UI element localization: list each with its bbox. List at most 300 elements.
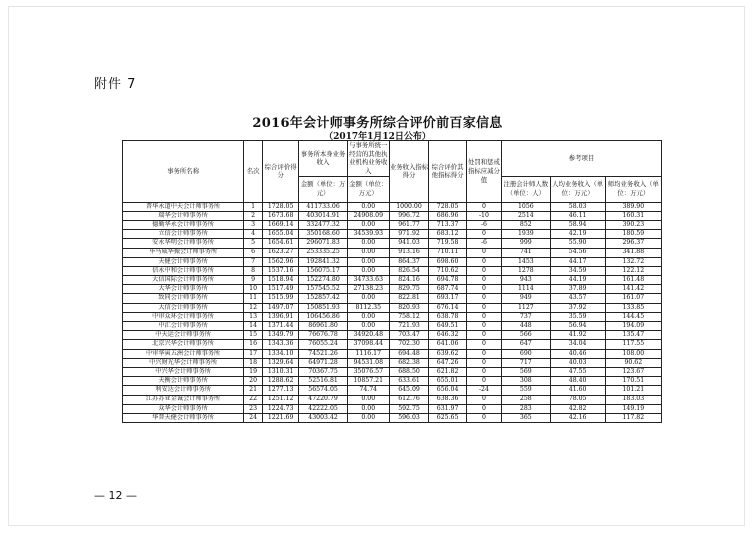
cell-name: 中审华寅五洲会计师事务所 xyxy=(123,349,244,358)
cell-penalty: 0 xyxy=(466,257,501,266)
cell-score: 1329.64 xyxy=(262,358,298,367)
table-row xyxy=(123,303,662,312)
cell-name: 信永中和会计师事务所 xyxy=(123,266,244,275)
cell-per-rev: 56.94 xyxy=(550,322,605,331)
cell-cpa-rev: 108.00 xyxy=(605,349,661,358)
cell-cpa-rev: 141.42 xyxy=(605,285,661,294)
table-row xyxy=(123,230,662,239)
cell-rev-score: 682.38 xyxy=(389,358,429,367)
cell-rev-score: 592.75 xyxy=(389,404,429,413)
cell-related: 0.00 xyxy=(347,257,389,266)
cell-name: 大信会计师事务所 xyxy=(123,303,244,312)
cell-other-score: 710.62 xyxy=(429,266,466,275)
header-revenue-amount: 金额（单位：万元） xyxy=(299,176,347,202)
cell-cpa: 852 xyxy=(502,220,550,229)
cell-related: 8112.35 xyxy=(347,303,389,312)
cell-related: 74.74 xyxy=(347,386,389,395)
cell-related: 37098.44 xyxy=(347,340,389,349)
cell-name: 中审众环会计师事务所 xyxy=(123,312,244,321)
cell-related: 34733.63 xyxy=(347,276,389,285)
cell-revenue: 150851.93 xyxy=(299,303,347,312)
cell-rev-score: 820.93 xyxy=(389,303,429,312)
cell-cpa-rev: 117.82 xyxy=(605,413,661,422)
cell-cpa: 737 xyxy=(502,312,550,321)
cell-other-score: 638.36 xyxy=(429,395,466,404)
cell-penalty: 0 xyxy=(466,266,501,275)
cell-other-score: 693.17 xyxy=(429,294,466,303)
cell-other-score: 621.82 xyxy=(429,367,466,376)
cell-cpa: 258 xyxy=(502,395,550,404)
cell-revenue: 64971.28 xyxy=(299,358,347,367)
cell-other-score: 710.11 xyxy=(429,248,466,257)
cell-cpa-rev: 123.67 xyxy=(605,367,661,376)
cell-cpa-rev: 160.31 xyxy=(605,211,661,220)
cell-penalty: 0 xyxy=(466,349,501,358)
cell-rev-score: 633.61 xyxy=(389,377,429,386)
cell-name: 中兴华会计师事务所 xyxy=(123,367,244,376)
cell-revenue: 56574.05 xyxy=(299,386,347,395)
table-row xyxy=(123,395,662,404)
header-related-group: 与事务所统一经营的其他执业机构业务收入 xyxy=(349,141,388,175)
cell-per-rev: 42.16 xyxy=(550,413,605,422)
header-penalty: 处罚和惩戒指标应减分值 xyxy=(466,141,501,203)
cell-revenue: 70367.75 xyxy=(299,367,347,376)
cell-cpa-rev: 135.47 xyxy=(605,331,661,340)
cell-per-rev: 41.92 xyxy=(550,331,605,340)
cell-penalty: 0 xyxy=(466,285,501,294)
cell-rank: 7 xyxy=(244,257,263,266)
cell-score: 1288.62 xyxy=(262,377,298,386)
cell-score: 1654.61 xyxy=(262,239,298,248)
cell-related: 10857.21 xyxy=(347,377,389,386)
cell-other-score: 698.60 xyxy=(429,257,466,266)
cell-rev-score: 1000.00 xyxy=(389,202,429,211)
cell-other-score: 641.06 xyxy=(429,340,466,349)
cell-cpa-rev: 341.88 xyxy=(605,248,661,257)
cell-penalty: 0 xyxy=(466,395,501,404)
cell-revenue: 403014.91 xyxy=(299,211,347,220)
cell-rank: 22 xyxy=(244,395,263,404)
cell-other-score: 649.51 xyxy=(429,322,466,331)
cell-rev-score: 826.54 xyxy=(389,266,429,275)
cell-score: 1334.10 xyxy=(262,349,298,358)
cell-score: 1349.79 xyxy=(262,331,298,340)
cell-related: 27138.23 xyxy=(347,285,389,294)
cell-penalty: 0 xyxy=(466,294,501,303)
cell-name: 中天运会计师事务所 xyxy=(123,331,244,340)
cell-cpa-rev: 390.23 xyxy=(605,220,661,229)
cell-other-score: 639.62 xyxy=(429,349,466,358)
cell-cpa: 690 xyxy=(502,349,550,358)
cell-per-rev: 40.46 xyxy=(550,349,605,358)
cell-revenue: 411733.06 xyxy=(299,202,347,211)
cell-cpa-rev: 117.55 xyxy=(605,340,661,349)
cell-penalty: 0 xyxy=(466,248,501,257)
cell-score: 1310.31 xyxy=(262,367,298,376)
cell-cpa: 569 xyxy=(502,367,550,376)
cell-score: 1728.05 xyxy=(262,202,298,211)
header-rank: 名次 xyxy=(244,141,263,203)
cell-rev-score: 703.47 xyxy=(389,331,429,340)
cell-score: 1669.14 xyxy=(262,220,298,229)
cell-per-rev: 35.59 xyxy=(550,312,605,321)
page-number: — 12 — xyxy=(94,489,137,502)
header-rev-score: 业务收入指标得分 xyxy=(389,141,429,203)
cell-name: 瑞华会计师事务所 xyxy=(123,211,244,220)
cell-rank: 3 xyxy=(244,220,263,229)
cell-rank: 24 xyxy=(244,413,263,422)
cell-related: 35076.57 xyxy=(347,367,389,376)
cell-revenue: 296071.83 xyxy=(299,239,347,248)
cell-cpa: 365 xyxy=(502,413,550,422)
cell-rank: 21 xyxy=(244,386,263,395)
cell-cpa: 2514 xyxy=(502,211,550,220)
cell-per-rev: 34.04 xyxy=(550,340,605,349)
cell-name: 普华永道中天会计师事务所 xyxy=(123,202,244,211)
cell-revenue: 106456.86 xyxy=(299,312,347,321)
cell-cpa: 949 xyxy=(502,294,550,303)
cell-penalty: -6 xyxy=(466,239,501,248)
cell-cpa: 1939 xyxy=(502,230,550,239)
cell-cpa-rev: 194.09 xyxy=(605,322,661,331)
table-row xyxy=(123,349,662,358)
cell-name: 天衡会计师事务所 xyxy=(123,377,244,386)
cell-rev-score: 758.12 xyxy=(389,312,429,321)
cell-rev-score: 612.76 xyxy=(389,395,429,404)
cell-per-rev: 42.82 xyxy=(550,404,605,413)
cell-rev-score: 702.30 xyxy=(389,340,429,349)
cell-cpa: 559 xyxy=(502,386,550,395)
table-row xyxy=(123,404,662,413)
cell-penalty: 0 xyxy=(466,377,501,386)
cell-other-score: 713.37 xyxy=(429,220,466,229)
cell-other-score: 638.78 xyxy=(429,312,466,321)
cell-per-rev: 78.05 xyxy=(550,395,605,404)
cell-penalty: -6 xyxy=(466,220,501,229)
cell-per-rev: 37.92 xyxy=(550,303,605,312)
table-header xyxy=(123,141,662,203)
cell-rank: 2 xyxy=(244,211,263,220)
cell-rank: 19 xyxy=(244,367,263,376)
table-body xyxy=(123,202,662,423)
cell-per-rev: 41.60 xyxy=(550,386,605,395)
cell-revenue: 74521.26 xyxy=(299,349,347,358)
cell-related: 0.00 xyxy=(347,266,389,275)
cell-other-score: 646.32 xyxy=(429,331,466,340)
cell-rank: 16 xyxy=(244,340,263,349)
cell-name: 众华会计师事务所 xyxy=(123,404,244,413)
cell-cpa-rev: 161.48 xyxy=(605,276,661,285)
cell-related: 0.00 xyxy=(347,395,389,404)
cell-other-score: 655.01 xyxy=(429,377,466,386)
cell-related: 34539.93 xyxy=(347,230,389,239)
cell-cpa-rev: 389.90 xyxy=(605,202,661,211)
table-row xyxy=(123,285,662,294)
cell-name: 江苏苏亚金诚会计师事务所 xyxy=(123,395,244,404)
cell-revenue: 156075.17 xyxy=(299,266,347,275)
cell-cpa: 448 xyxy=(502,322,550,331)
cell-penalty: 0 xyxy=(466,404,501,413)
cell-revenue: 332477.32 xyxy=(299,220,347,229)
cell-name: 中汇会计师事务所 xyxy=(123,322,244,331)
cell-per-rev: 42.19 xyxy=(550,230,605,239)
table-row xyxy=(123,312,662,321)
ranking-table xyxy=(122,140,662,423)
cell-revenue: 47220.79 xyxy=(299,395,347,404)
cell-cpa: 1114 xyxy=(502,285,550,294)
cell-other-score: 647.26 xyxy=(429,358,466,367)
cell-revenue: 253335.25 xyxy=(299,248,347,257)
cell-cpa-rev: 161.07 xyxy=(605,294,661,303)
cell-per-rev: 37.89 xyxy=(550,285,605,294)
table-row xyxy=(123,266,662,275)
cell-cpa: 647 xyxy=(502,340,550,349)
cell-penalty: 0 xyxy=(466,276,501,285)
cell-rank: 4 xyxy=(244,230,263,239)
cell-name: 大信国际会计师事务所 xyxy=(123,276,244,285)
cell-rev-score: 645.09 xyxy=(389,386,429,395)
cell-cpa-rev: 144.45 xyxy=(605,312,661,321)
cell-cpa: 1056 xyxy=(502,202,550,211)
table-row xyxy=(123,211,662,220)
cell-per-rev: 43.57 xyxy=(550,294,605,303)
cell-cpa-rev: 132.72 xyxy=(605,257,661,266)
table-row xyxy=(123,220,662,229)
cell-revenue: 350168.60 xyxy=(299,230,347,239)
cell-revenue: 152857.42 xyxy=(299,294,347,303)
cell-rank: 9 xyxy=(244,276,263,285)
cell-penalty: 0 xyxy=(466,331,501,340)
cell-related: 0.00 xyxy=(347,202,389,211)
table-row xyxy=(123,367,662,376)
table-row xyxy=(123,377,662,386)
header-revenue-group: 事务所本身业务收入 xyxy=(299,141,347,177)
table-row xyxy=(123,276,662,285)
table-row xyxy=(123,322,662,331)
cell-rev-score: 971.92 xyxy=(389,230,429,239)
table-row xyxy=(123,413,662,422)
cell-score: 1517.49 xyxy=(262,285,298,294)
cell-related: 24908.09 xyxy=(347,211,389,220)
cell-related: 1116.17 xyxy=(347,349,389,358)
cell-related: 0.00 xyxy=(347,239,389,248)
table-row xyxy=(123,331,662,340)
cell-score: 1623.27 xyxy=(262,248,298,257)
cell-cpa-rev: 183.03 xyxy=(605,395,661,404)
table-row xyxy=(123,202,662,211)
cell-cpa: 283 xyxy=(502,404,550,413)
cell-score: 1396.91 xyxy=(262,312,298,321)
cell-cpa: 741 xyxy=(502,248,550,257)
cell-related: 0.00 xyxy=(347,294,389,303)
cell-rev-score: 829.75 xyxy=(389,285,429,294)
cell-other-score: 694.78 xyxy=(429,276,466,285)
document-subtitle: （2017年1月12日公布） xyxy=(324,132,431,142)
cell-per-rev: 44.17 xyxy=(550,257,605,266)
cell-rank: 14 xyxy=(244,322,263,331)
cell-rank: 5 xyxy=(244,239,263,248)
attachment-label: 附件 7 xyxy=(94,77,137,92)
cell-rank: 17 xyxy=(244,349,263,358)
cell-penalty: 0 xyxy=(466,367,501,376)
cell-rank: 23 xyxy=(244,404,263,413)
cell-rev-score: 864.37 xyxy=(389,257,429,266)
cell-related: 0.00 xyxy=(347,248,389,257)
cell-related: 0.00 xyxy=(347,312,389,321)
cell-penalty: 0 xyxy=(466,303,501,312)
cell-cpa: 1453 xyxy=(502,257,550,266)
cell-penalty: 0 xyxy=(466,358,501,367)
cell-per-rev: 48.40 xyxy=(550,377,605,386)
document-title: 2016年会计师事务所综合评价前百家信息 xyxy=(252,116,503,131)
cell-cpa: 566 xyxy=(502,331,550,340)
cell-revenue: 76676.78 xyxy=(299,331,347,340)
cell-cpa: 943 xyxy=(502,276,550,285)
cell-name: 毕马威华振会计师事务所 xyxy=(123,248,244,257)
cell-rev-score: 596.03 xyxy=(389,413,429,422)
cell-score: 1371.44 xyxy=(262,322,298,331)
cell-cpa: 308 xyxy=(502,377,550,386)
cell-score: 1343.36 xyxy=(262,340,298,349)
cell-per-rev: 58.94 xyxy=(550,220,605,229)
cell-name: 北京兴华会计师事务所 xyxy=(123,340,244,349)
cell-cpa-rev: 296.37 xyxy=(605,239,661,248)
cell-per-rev: 44.19 xyxy=(550,276,605,285)
cell-other-score: 683.12 xyxy=(429,230,466,239)
cell-revenue: 52516.81 xyxy=(299,377,347,386)
cell-cpa-rev: 180.59 xyxy=(605,230,661,239)
cell-score: 1515.99 xyxy=(262,294,298,303)
cell-name: 致同会计师事务所 xyxy=(123,294,244,303)
cell-name: 天健会计师事务所 xyxy=(123,257,244,266)
cell-cpa-rev: 149.19 xyxy=(605,404,661,413)
cell-score: 1221.69 xyxy=(262,413,298,422)
cell-penalty: 0 xyxy=(466,202,501,211)
cell-name: 利安达会计师事务所 xyxy=(123,386,244,395)
cell-revenue: 76055.24 xyxy=(299,340,347,349)
header-reference-group: 参考项目 xyxy=(502,141,662,177)
cell-penalty: -24 xyxy=(466,386,501,395)
cell-cpa-rev: 170.51 xyxy=(605,377,661,386)
cell-per-rev: 58.03 xyxy=(550,202,605,211)
cell-name: 华普天健会计师事务所 xyxy=(123,413,244,422)
cell-cpa: 1127 xyxy=(502,303,550,312)
cell-penalty: 0 xyxy=(466,322,501,331)
table-row xyxy=(123,257,662,266)
table-row xyxy=(123,294,662,303)
cell-rev-score: 694.48 xyxy=(389,349,429,358)
cell-score: 1537.16 xyxy=(262,266,298,275)
header-cpa-count: 注册会计师人数（单位：人） xyxy=(502,176,550,202)
header-other-score: 综合评价其他指标得分 xyxy=(429,141,466,203)
cell-score: 1224.73 xyxy=(262,404,298,413)
cell-name: 立信会计师事务所 xyxy=(123,230,244,239)
cell-rank: 8 xyxy=(244,266,263,275)
cell-other-score: 656.04 xyxy=(429,386,466,395)
cell-revenue: 192841.32 xyxy=(299,257,347,266)
cell-rev-score: 688.50 xyxy=(389,367,429,376)
header-related-amount: 金额（单位：万元） xyxy=(347,176,389,202)
header-per-capita-revenue: 人均业务收入（单位：万元） xyxy=(550,176,605,202)
cell-related: 94531.08 xyxy=(347,358,389,367)
cell-cpa-rev: 101.21 xyxy=(605,386,661,395)
cell-rank: 6 xyxy=(244,248,263,257)
cell-rank: 20 xyxy=(244,377,263,386)
cell-name: 安永华明会计师事务所 xyxy=(123,239,244,248)
cell-rev-score: 824.16 xyxy=(389,276,429,285)
cell-name: 德勤华永会计师事务所 xyxy=(123,220,244,229)
cell-rank: 12 xyxy=(244,303,263,312)
cell-rank: 13 xyxy=(244,312,263,321)
table-row xyxy=(123,340,662,349)
cell-rank: 18 xyxy=(244,358,263,367)
cell-other-score: 687.74 xyxy=(429,285,466,294)
cell-rev-score: 941.03 xyxy=(389,239,429,248)
cell-penalty: -10 xyxy=(466,211,501,220)
cell-name: 中兴财光华会计师事务所 xyxy=(123,358,244,367)
cell-per-rev: 40.03 xyxy=(550,358,605,367)
table-row xyxy=(123,239,662,248)
header-per-cpa-revenue: 师均业务收入（单位：万元） xyxy=(605,176,661,202)
cell-cpa: 999 xyxy=(502,239,550,248)
cell-other-score: 728.05 xyxy=(429,202,466,211)
cell-score: 1673.68 xyxy=(262,211,298,220)
cell-penalty: 0 xyxy=(466,312,501,321)
table-row xyxy=(123,386,662,395)
cell-name: 大华会计师事务所 xyxy=(123,285,244,294)
cell-revenue: 43003.42 xyxy=(299,413,347,422)
table-row xyxy=(123,358,662,367)
cell-rev-score: 822.81 xyxy=(389,294,429,303)
cell-rank: 11 xyxy=(244,294,263,303)
cell-penalty: 0 xyxy=(466,413,501,422)
cell-per-rev: 55.90 xyxy=(550,239,605,248)
cell-penalty: 0 xyxy=(466,230,501,239)
cell-cpa-rev: 133.85 xyxy=(605,303,661,312)
table-row xyxy=(123,248,662,257)
cell-per-rev: 34.59 xyxy=(550,266,605,275)
cell-rev-score: 996.72 xyxy=(389,211,429,220)
cell-rev-score: 961.77 xyxy=(389,220,429,229)
cell-score: 1655.04 xyxy=(262,230,298,239)
cell-other-score: 719.58 xyxy=(429,239,466,248)
cell-related: 0.00 xyxy=(347,413,389,422)
header-score: 综合评价得分 xyxy=(262,141,298,203)
cell-cpa-rev: 90.62 xyxy=(605,358,661,367)
cell-per-rev: 46.11 xyxy=(550,211,605,220)
cell-score: 1497.07 xyxy=(262,303,298,312)
cell-rank: 10 xyxy=(244,285,263,294)
cell-score: 1277.13 xyxy=(262,386,298,395)
cell-per-rev: 54.56 xyxy=(550,248,605,257)
cell-other-score: 686.96 xyxy=(429,211,466,220)
cell-related: 0.00 xyxy=(347,220,389,229)
cell-cpa: 1278 xyxy=(502,266,550,275)
cell-other-score: 676.14 xyxy=(429,303,466,312)
cell-related: 0.00 xyxy=(347,404,389,413)
cell-score: 1562.96 xyxy=(262,257,298,266)
cell-cpa-rev: 122.12 xyxy=(605,266,661,275)
cell-score: 1251.12 xyxy=(262,395,298,404)
cell-score: 1518.94 xyxy=(262,276,298,285)
cell-per-rev: 47.55 xyxy=(550,367,605,376)
cell-rank: 15 xyxy=(244,331,263,340)
cell-other-score: 625.65 xyxy=(429,413,466,422)
header-name: 事务所名称 xyxy=(123,141,244,203)
cell-revenue: 42222.05 xyxy=(299,404,347,413)
cell-revenue: 152274.80 xyxy=(299,276,347,285)
cell-rev-score: 913.16 xyxy=(389,248,429,257)
